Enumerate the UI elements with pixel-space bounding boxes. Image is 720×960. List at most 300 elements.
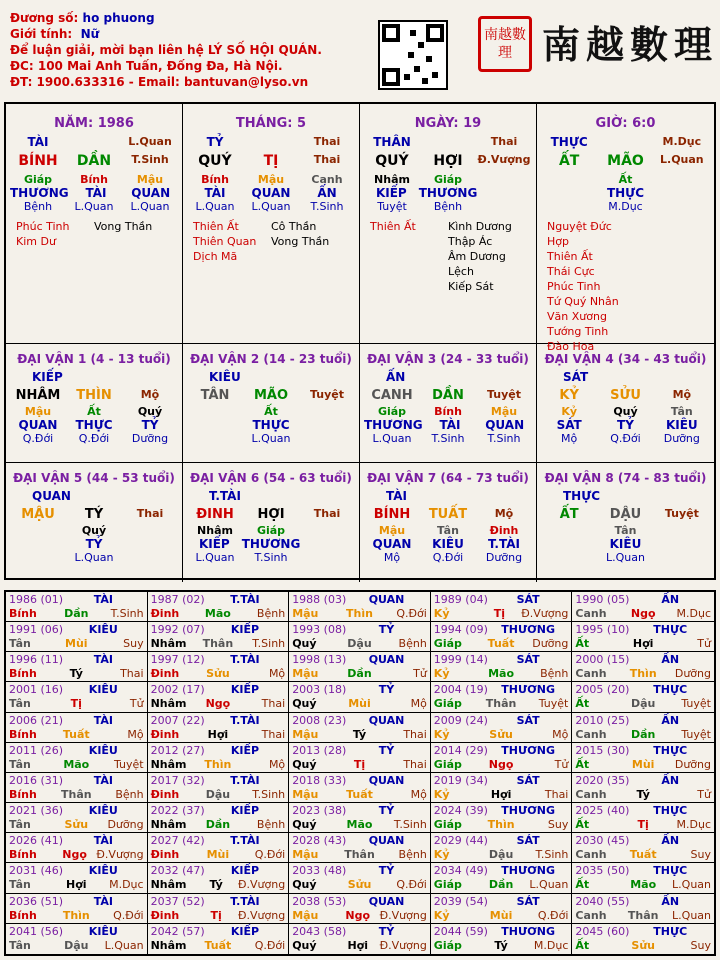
- year-line1: [151, 895, 286, 909]
- year-line1: [151, 714, 286, 728]
- year-line2: [151, 939, 286, 953]
- dai-van-hidden-stems-0: [541, 524, 597, 537]
- year-line2: [575, 697, 711, 711]
- year-cell: [431, 592, 573, 622]
- year-branch: Tị: [70, 697, 82, 711]
- year-label: 1989 (04): [433, 593, 488, 606]
- stars-right: [626, 219, 705, 354]
- year-cell: [572, 682, 714, 712]
- year-cell: [431, 652, 573, 682]
- dai-van-hidden-stems-2: [122, 524, 178, 537]
- year-branch: Dậu: [64, 938, 89, 952]
- year-label: 1988 (03): [292, 593, 347, 606]
- owner-label: Đương số:: [10, 11, 79, 25]
- year-stem: Đinh: [150, 787, 180, 801]
- pillar-stem-branch-row-2: Đ.Vượng: [477, 153, 531, 166]
- contact-line: Để luận giải, mời bạn liên hệ LÝ SỐ HỘI QUÁN.: [10, 43, 322, 57]
- dai-van-hidden-stems-2: Đinh: [489, 524, 519, 537]
- dai-van-hidden-states: [187, 432, 355, 445]
- year-label: 2011 (26): [9, 743, 64, 757]
- year-line1: [9, 653, 144, 667]
- pillar-hidden-states-0: [541, 200, 597, 213]
- dai-van-hidden-states-1: T.Sinh: [431, 432, 465, 445]
- year-god: TỶ: [378, 683, 395, 697]
- year-stem: Tân: [9, 757, 31, 771]
- year-god: SÁT: [516, 653, 540, 667]
- dai-van-stem-branch-0: TÂN: [200, 388, 230, 403]
- year-cell: [431, 682, 573, 712]
- year-stem: Nhâm: [150, 938, 187, 952]
- year-label: 2020 (35): [575, 773, 630, 787]
- year-label: 2044 (59): [433, 924, 488, 938]
- pillar-hidden-stems-1: Giáp: [433, 173, 463, 186]
- year-label: 2037 (52): [150, 894, 205, 908]
- year-line2: [434, 909, 569, 923]
- year-line1: [9, 683, 144, 697]
- dai-van-hidden-stems-0: Nhâm: [197, 524, 233, 537]
- year-cell: [572, 924, 714, 954]
- year-cell: [289, 803, 431, 833]
- year-line1: [292, 683, 427, 697]
- star-item: Thiên Ất: [370, 220, 416, 233]
- year-god: TỶ: [378, 623, 395, 637]
- year-label: 2034 (49): [433, 864, 488, 878]
- year-god: SÁT: [516, 713, 540, 727]
- year-stem: Nhâm: [150, 697, 187, 711]
- pillar-hidden-gods: [364, 186, 532, 200]
- year-line1: [9, 623, 144, 637]
- year-god: KIẾP: [230, 864, 260, 878]
- year-line1: [575, 683, 711, 697]
- dai-van-hidden-gods: [541, 418, 710, 432]
- year-stem: Đinh: [150, 848, 180, 862]
- year-stem: Đinh: [150, 607, 180, 620]
- dai-van-hidden-stems-1: Tân: [614, 524, 637, 537]
- year-branch: Thân: [202, 637, 234, 651]
- year-line2: [292, 637, 427, 651]
- pillar-hidden-gods: [541, 186, 710, 200]
- year-branch: Dần: [205, 818, 231, 832]
- year-branch: Hợi: [632, 637, 654, 651]
- year-stem: Mậu: [292, 908, 319, 922]
- dai-van-stem-branch: [10, 388, 178, 403]
- year-cell: [572, 894, 714, 924]
- year-god: ẤN: [661, 773, 680, 787]
- year-label: 2036 (51): [9, 894, 64, 908]
- dai-van-hidden-gods: [187, 418, 355, 432]
- dai-van-hidden-states-0: [187, 432, 243, 445]
- year-label: 1998 (13): [292, 653, 347, 667]
- pillar-hidden-states: [541, 200, 710, 213]
- pillar-god-row-2: Thai: [313, 135, 341, 148]
- pillar-god-row: [187, 135, 355, 149]
- year-god: KIÊU: [88, 924, 118, 938]
- dai-van-stem-branch-1: SỬU: [610, 388, 641, 403]
- year-stem: Mậu: [292, 607, 319, 620]
- year-branch: Dậu: [205, 787, 231, 801]
- dai-van-hidden-states-1: L.Quan: [606, 551, 645, 564]
- year-cell: [148, 622, 290, 652]
- dai-van-hidden-states: [187, 551, 355, 564]
- year-branch: Thân: [60, 787, 92, 801]
- year-god: THỰC: [653, 683, 688, 697]
- year-god: KIÊU: [88, 683, 118, 697]
- year-line2: [151, 637, 286, 651]
- dai-van-hidden-gods: [364, 537, 532, 551]
- dai-van-hidden-states-1: Q.Đới: [610, 432, 641, 445]
- year-state: Q.Đới: [254, 938, 286, 952]
- year-line2: [9, 697, 144, 711]
- dai-van-hidden-stems: [187, 524, 355, 537]
- dai-van-hidden-stems-2: Quý: [137, 405, 163, 418]
- pillar-god-row-0: THỰC: [550, 135, 588, 149]
- year-branch: Tý: [352, 727, 367, 741]
- year-line2: [292, 878, 427, 892]
- year-god: KIẾP: [230, 623, 260, 637]
- dai-van-hidden-states: [10, 432, 178, 445]
- dai-van-title: ĐẠI VẬN 8 (74 - 83 tuổi): [544, 471, 707, 485]
- year-state: M.Dục: [109, 878, 144, 892]
- year-state: Thai: [544, 787, 569, 801]
- year-state: Đ.Vượng: [379, 938, 427, 952]
- dai-van-hidden-gods-1: THƯƠNG: [241, 537, 301, 551]
- pillar-hidden-stems: [10, 173, 178, 186]
- year-state: Mộ: [268, 667, 286, 681]
- year-branch: Thìn: [204, 757, 232, 771]
- year-cell: [6, 743, 148, 773]
- pillar-stem-branch-row-2: T.Sinh: [131, 153, 169, 166]
- year-branch: Thìn: [62, 908, 90, 922]
- gender-value: Nữ: [80, 27, 100, 41]
- dai-van-hidden-states: [364, 432, 532, 445]
- year-stem: Quý: [292, 938, 317, 952]
- year-branch: Mão: [630, 878, 657, 892]
- dai-van-stem-branch-2: Mộ: [672, 388, 692, 401]
- year-line1: [151, 804, 286, 818]
- dai-van-hidden-states-1: T.Sinh: [254, 551, 288, 564]
- year-branch: Dậu: [347, 637, 372, 651]
- year-stem: Ất: [575, 938, 590, 952]
- star-item: Kình Dương: [448, 220, 512, 233]
- dai-van-hidden-states: [541, 551, 710, 564]
- year-line2: [575, 667, 711, 681]
- dai-van-cell: [537, 344, 714, 463]
- pillar-hidden-states-2: [654, 200, 710, 213]
- pillar-stem-branch-row-0: ẤT: [558, 153, 580, 169]
- year-state: Tuyệt: [681, 697, 711, 711]
- year-cell: [148, 803, 290, 833]
- year-branch: Thìn: [487, 818, 515, 832]
- pillar-hidden-gods-1: TÀI: [85, 186, 107, 200]
- year-line2: [434, 758, 569, 772]
- year-cell: [572, 743, 714, 773]
- year-line2: [434, 818, 569, 832]
- year-cell: [148, 924, 290, 954]
- dai-van-stem-branch: [10, 507, 178, 522]
- pillar-god-row-1: [420, 135, 476, 149]
- year-label: 2006 (21): [9, 713, 64, 727]
- pillar-hidden-stems-2: [476, 173, 532, 186]
- year-line1: [434, 834, 569, 848]
- year-branch: Sửu: [631, 938, 655, 952]
- year-branch: Tị: [493, 607, 505, 620]
- year-line1: [151, 925, 286, 939]
- year-stem: Tân: [9, 818, 31, 832]
- star-item: Vong Thần: [94, 220, 153, 233]
- dai-van-hidden-states: [10, 551, 178, 564]
- pillar-hidden-states-2: L.Quan: [130, 200, 170, 213]
- pillar-hidden-gods-0: THƯƠNG: [10, 186, 69, 200]
- year-branch: Dần: [347, 667, 372, 681]
- year-cell: [6, 863, 148, 893]
- year-cell: [6, 592, 148, 622]
- year-label: 2032 (47): [150, 864, 205, 878]
- pillar-god-row-2: M.Dục: [662, 135, 702, 148]
- dai-van-hidden-stems-0: Giáp: [377, 405, 407, 418]
- year-state: Tử: [697, 787, 711, 801]
- year-cell: [148, 894, 290, 924]
- year-state: M.Dục: [676, 818, 711, 832]
- pillar-hidden-gods-2: ẤN: [317, 186, 337, 200]
- pillar-title: THÁNG: 5: [235, 116, 307, 131]
- year-god: KIẾP: [230, 924, 260, 938]
- year-branch: Thân: [627, 908, 659, 922]
- year-state: Bệnh: [256, 607, 286, 620]
- dai-van-stem-branch: [364, 388, 532, 403]
- year-god: T.TÀI: [230, 894, 260, 908]
- year-stem: Mậu: [292, 787, 319, 801]
- star-item: Thiên Quan: [193, 235, 257, 248]
- dai-van-title: ĐẠI VẬN 7 (64 - 73 tuổi): [367, 471, 529, 485]
- year-god: THƯƠNG: [501, 924, 555, 938]
- year-god: T.TÀI: [230, 713, 260, 727]
- dai-van-hidden-stems: [10, 524, 178, 537]
- year-line2: [575, 909, 711, 923]
- year-state: Đ.Vượng: [238, 908, 286, 922]
- pillar-hidden-states: [187, 200, 355, 213]
- year-stem: Canh: [575, 908, 607, 922]
- dai-van-stem-branch-0: CANH: [371, 388, 413, 403]
- dai-van-title: ĐẠI VẬN 3 (24 - 33 tuổi): [367, 352, 529, 366]
- year-label: 2008 (23): [292, 713, 347, 727]
- year-god: ẤN: [661, 713, 680, 727]
- year-line1: [9, 834, 144, 848]
- dai-van-cell: [360, 463, 537, 582]
- pillar-hidden-stems-1: Mậu: [257, 173, 285, 186]
- year-line1: [151, 774, 286, 788]
- year-state: Bệnh: [256, 818, 286, 832]
- dai-van-god: KIÊU: [209, 370, 241, 384]
- year-stem: Giáp: [433, 697, 462, 711]
- year-cell: [289, 773, 431, 803]
- year-god: SÁT: [516, 834, 540, 848]
- year-line1: [292, 623, 427, 637]
- pillar-hidden-gods-1: THỰC: [606, 186, 645, 200]
- year-state: Q.Đới: [254, 848, 286, 862]
- year-state: M.Dục: [676, 607, 711, 620]
- year-label: 2040 (55): [575, 894, 630, 908]
- year-label: 2038 (53): [292, 894, 347, 908]
- year-line1: [151, 623, 286, 637]
- year-god: QUAN: [368, 713, 405, 727]
- star-item: Thái Cực: [547, 265, 595, 278]
- year-line1: [434, 774, 569, 788]
- dai-van-hidden-states-0: [541, 551, 597, 564]
- pillar-stem-branch-row: [541, 153, 710, 169]
- year-branch: Mão: [346, 818, 373, 832]
- dai-van-hidden-gods: [541, 537, 710, 551]
- year-line2: [292, 818, 427, 832]
- year-label: 1999 (14): [433, 653, 488, 667]
- year-god: TỶ: [378, 743, 395, 757]
- dai-van-hidden-states-0: [10, 551, 66, 564]
- year-cell: [431, 924, 573, 954]
- year-stem: Bính: [9, 667, 37, 681]
- pillar-hidden-gods-2: QUAN: [131, 186, 171, 200]
- year-label: 2041 (56): [9, 924, 64, 938]
- year-stem: Tân: [9, 637, 31, 651]
- year-god: ẤN: [661, 834, 680, 848]
- address-line: ĐC: 100 Mai Anh Tuấn, Đống Đa, Hà Nội.: [10, 59, 283, 73]
- dai-van-stem-branch-0: ĐINH: [196, 507, 234, 522]
- year-branch: Dần: [64, 607, 89, 620]
- year-cell: [6, 652, 148, 682]
- year-god: T.TÀI: [230, 593, 260, 606]
- dai-van-title: ĐẠI VẬN 1 (4 - 13 tuổi): [17, 352, 171, 366]
- year-line2: [575, 607, 711, 621]
- dai-van-god: T.TÀI: [209, 489, 241, 503]
- year-stem: Kỷ: [433, 607, 450, 620]
- year-line1: [575, 834, 711, 848]
- pillar-hidden-states-2: T.Sinh: [310, 200, 344, 213]
- dai-van-god: TÀI: [386, 489, 408, 503]
- year-god: THƯƠNG: [501, 623, 555, 637]
- star-item: Nguyệt Đức Hợp: [547, 220, 612, 248]
- year-god: THƯƠNG: [501, 683, 555, 697]
- year-line2: [292, 607, 427, 621]
- year-god: KIÊU: [88, 804, 118, 818]
- year-branch: Hợi: [490, 787, 512, 801]
- dai-van-hidden-stems-0: [187, 405, 243, 418]
- pillar-god-row-2: Thai: [490, 135, 518, 148]
- year-state: Q.Đới: [537, 908, 569, 922]
- year-state: T.Sinh: [110, 607, 144, 620]
- year-cell: [572, 713, 714, 743]
- pillar-stars: [364, 219, 532, 294]
- year-cell: [148, 773, 290, 803]
- dai-van-hidden-states-2: [122, 551, 178, 564]
- pillar-stem-branch-row: [10, 153, 178, 169]
- star-item: Âm Dương Lệch: [448, 250, 506, 278]
- year-branch: Dần: [631, 727, 656, 741]
- year-line2: [9, 848, 144, 862]
- year-branch: Mùi: [489, 908, 513, 922]
- dai-van-hidden-gods-2: [654, 537, 710, 551]
- dai-van-stem-branch-0: MẬU: [21, 507, 55, 522]
- year-cell: [431, 713, 573, 743]
- year-line1: [292, 714, 427, 728]
- year-branch: Mùi: [631, 757, 655, 771]
- dai-van-stem-branch-2: Tuyệt: [486, 388, 521, 401]
- year-god: QUAN: [368, 894, 405, 908]
- year-state: Dưỡng: [532, 637, 569, 651]
- pillar-hidden-states-2: [476, 200, 532, 213]
- year-cell: [6, 894, 148, 924]
- year-god: THƯƠNG: [501, 743, 555, 757]
- pillar-god-row-1: [66, 135, 122, 149]
- pillar-title: GIỜ: 6:0: [595, 116, 656, 131]
- year-state: Đ.Vượng: [238, 878, 286, 892]
- year-branch: Thìn: [629, 667, 657, 681]
- year-line2: [9, 818, 144, 832]
- pillar-stem-branch-row: [187, 153, 355, 169]
- year-stem: Ất: [575, 757, 590, 771]
- year-god: TÀI: [93, 593, 113, 606]
- year-line1: [292, 653, 427, 667]
- pillar-stem-branch-row-1: DẦN: [76, 153, 112, 169]
- year-state: Đ.Vượng: [521, 607, 569, 620]
- year-cell: [289, 622, 431, 652]
- year-cell: [289, 743, 431, 773]
- year-state: Thai: [261, 697, 286, 711]
- dai-van-hidden-stems-2: [299, 524, 355, 537]
- year-line2: [151, 909, 286, 923]
- year-label: 2019 (34): [433, 773, 488, 787]
- year-stem: Bính: [9, 787, 37, 801]
- year-god: QUAN: [368, 593, 405, 606]
- year-state: Bệnh: [115, 787, 144, 801]
- year-line1: [292, 744, 427, 758]
- pillar-hidden-stems-2: [654, 173, 710, 186]
- year-line1: [9, 864, 144, 878]
- year-line2: [575, 728, 711, 742]
- year-line1: [434, 925, 569, 939]
- year-line1: [434, 683, 569, 697]
- year-cell: [289, 682, 431, 712]
- year-branch: Tuất: [346, 787, 373, 801]
- pillar-stem-branch-row-1: HỢI: [433, 153, 463, 169]
- dai-van-hidden-stems-0: Mậu: [24, 405, 52, 418]
- year-god: T.TÀI: [230, 834, 260, 848]
- pillar-god-row-0: TÀI: [27, 135, 49, 149]
- year-line1: [434, 623, 569, 637]
- year-cell: [289, 592, 431, 622]
- year-cell: [431, 773, 573, 803]
- year-line1: [575, 593, 711, 607]
- dai-van-god: ẤN: [386, 370, 406, 384]
- year-god: KIÊU: [88, 743, 118, 757]
- qr-code[interactable]: [378, 20, 448, 90]
- year-state: M.Dục: [533, 938, 569, 952]
- year-state: Bệnh: [398, 637, 427, 651]
- year-state: Dưỡng: [674, 757, 711, 771]
- year-branch: Sửu: [64, 818, 89, 832]
- pillar-title: NGÀY: 19: [414, 116, 482, 131]
- dai-van-hidden-stems-1: Quý: [613, 405, 638, 418]
- year-branch: Tý: [636, 787, 650, 801]
- dai-van-hidden-gods-0: [541, 537, 597, 551]
- year-label: 2042 (57): [150, 924, 205, 938]
- dai-van-hidden-states-2: Dưỡng: [663, 432, 700, 445]
- year-line2: [292, 697, 427, 711]
- year-stem: Canh: [575, 667, 607, 681]
- pillar-stem-branch-row: [364, 153, 532, 169]
- year-cell: [148, 833, 290, 863]
- year-line2: [434, 939, 569, 953]
- year-line2: [9, 878, 144, 892]
- year-label: 2003 (18): [292, 683, 347, 697]
- year-god: THỰC: [653, 924, 688, 938]
